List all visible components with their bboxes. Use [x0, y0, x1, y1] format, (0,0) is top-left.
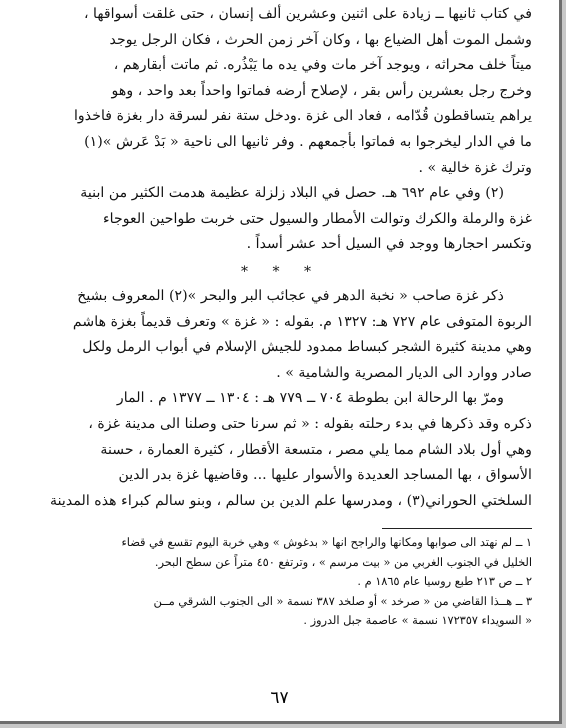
document-page [30, 2, 532, 631]
page-number: ٦٧ [270, 688, 289, 708]
text-line: في كتاب ثانيها ــ زيادة على اثنين وعشرين ألف إنسان ، حتى غلقت أسواقها ، [83, 6, 532, 22]
text-line: وتكسر احجارها ووجد في السيل أحد عشر أسداً . [246, 236, 532, 253]
text-line: يراهم يتساقطون قُدّامه ، فعاد الى غزة .ودخل ستة نفر لسرقة دار بغزة فاخذوا [73, 108, 532, 125]
text-line: الأسواق ، بها المساجد العديدة والأسوار عليها ... وقاضيها غزة بدر الدين [118, 467, 532, 484]
footnote-divider [382, 528, 532, 529]
text-line: ميتاً خلف محراثه ، ويوجد آخر مات وفي يده ما يَبْذُره. ثم ماتت أبقارهم ، [113, 57, 532, 74]
text-line: وشمل الموت أهل الضياع بها ، وكان آخر زمن الحرث ، فكان الرجل يوجد [109, 31, 532, 48]
paragraph-1 [30, 2, 532, 181]
text-line: ذكر غزة صاحب « نخبة الدهر في عجائب البر والبحر »(٢) المعروف بشيخ [77, 287, 504, 304]
footnote-line: الخليل في الجنوب الغربي من « بيت مرسم » ، وترتفع ٤٥٠ متراً عن سطح البحر. [154, 555, 532, 569]
paragraph-3 [30, 284, 532, 386]
text-line: غزة والرملة والكرك وتوالت الأمطار والسيول حتى خربت طواحين العوجاء [102, 210, 532, 227]
text-line: الربوة المتوفى عام ٧٢٧ هـ: ١٣٢٧ م. بقوله : « غزة » وتعرف قديماً بغزة هاشم [72, 313, 532, 330]
text-line: صادر ووارد الى الديار المصرية والشامية » . [276, 364, 532, 381]
text-line: السلختي الحوراني(٣) ، ومدرسها علم الدين بن سالم ، وبنو سالم كبراء هذه المدينة [50, 492, 532, 509]
text-line: (٢) وفي عام ٦٩٢ هـ. حصل في البلاد زلزلة عظيمة هدمت الكثير من ابنية [80, 185, 504, 202]
text-line: ما في الدار ليخرجوا به فماتوا بأجمعهم . وفر ثانيها الى ناحية « بَدْ عَرش »(١) [84, 133, 532, 150]
text-line: وخرج رجل بعشرين رأس بقر ، لإصلاح أرضه فماتوا واحداً بعد واحد ، وهو [111, 82, 532, 99]
text-line: ومرّ بها الرحالة ابن بطوطة ٧٠٤ ــ ٧٧٩ هـ : ١٣٠٤ ــ ١٣٧٧ م . المار [116, 390, 504, 407]
paragraph-4 [30, 386, 532, 514]
section-separator: * * * [241, 263, 321, 280]
footnotes [30, 533, 532, 631]
footnote-line: ٣ ــ هــذا القاضي من « صرخد » أو صلخد ٣٨٧ نسمة « الى الجنوب الشرقي مــن [153, 594, 532, 608]
text-line: وهي مدينة كثيرة الشجر كبساط ممدود للجيش الإسلام في أبواب الرمل ولكل [82, 339, 532, 356]
footnote-line: ١ ــ لم نهتد الى صوابها ومكانها والراجح انها « بدغوش » وهي خربة اليوم تقسع في قضاء [121, 536, 532, 550]
paragraph-2 [30, 181, 532, 258]
footnote-line: ٢ ــ ص ٢١٣ طبع روسيا عام ١٨٦٥ م . [357, 575, 532, 589]
footnote-line: « السويداء ١٧٢٣٥٧ نسمة » عاصمة جبل الدروز . [303, 614, 532, 628]
text-line: وهي أول بلاد الشام مما يلي مصر ، متسعة الأقطار ، كثيرة العمارة ، حسنة [100, 441, 532, 458]
text-line: ذكره وقد ذكرها في بدء رحلته بقوله : « ثم سرنا حتى وصلنا الى مدينة غزة ، [88, 415, 532, 432]
text-line: وترك غزة خالية » . [418, 159, 532, 176]
